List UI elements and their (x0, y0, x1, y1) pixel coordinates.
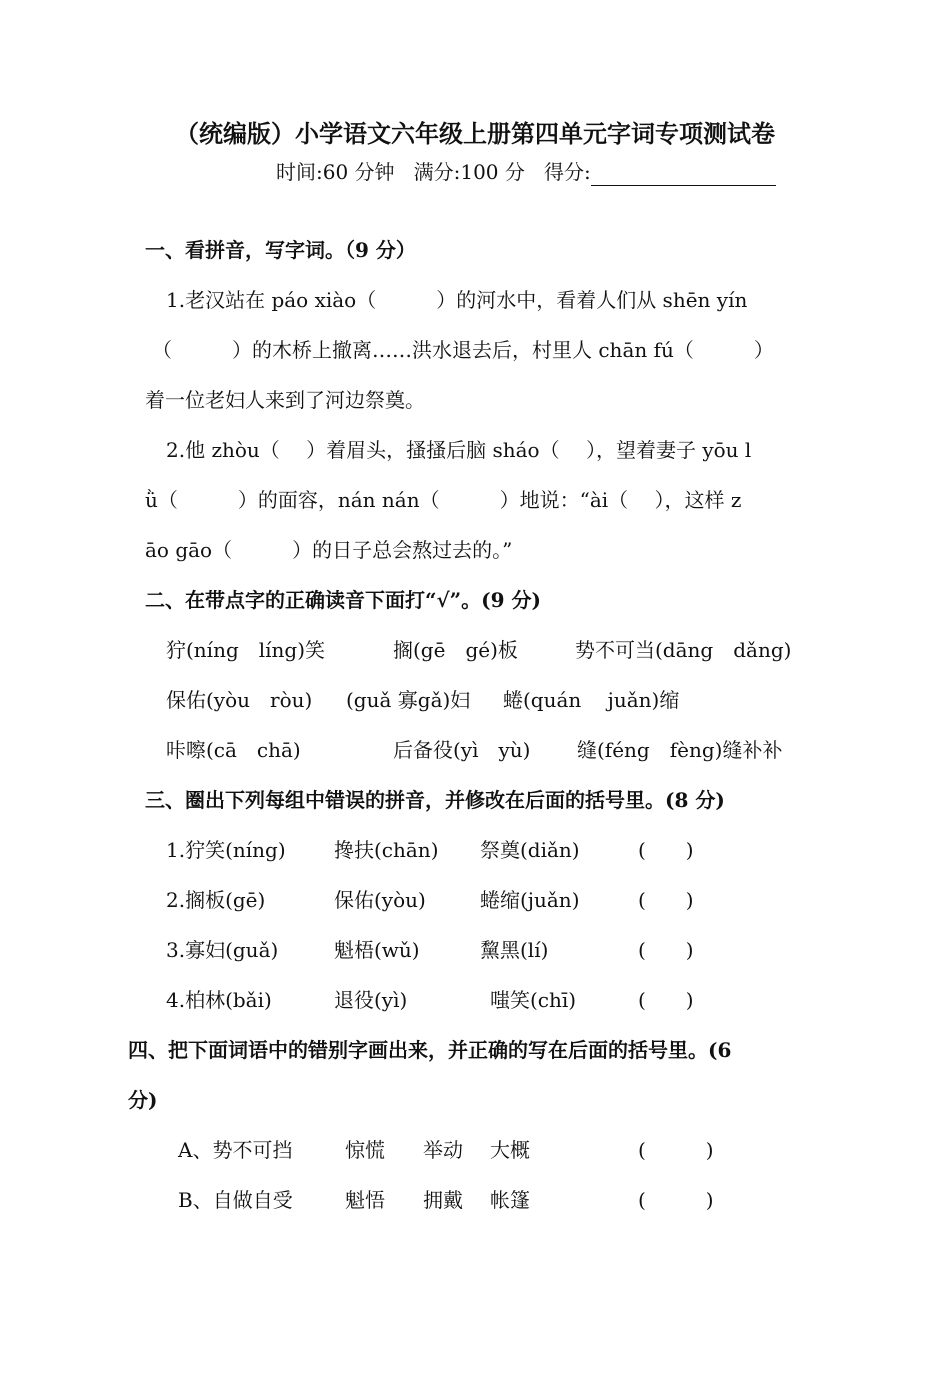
s1-line-5: ǜ（ ）的面容，nán nán（ ）地说：“ài（ ），这样 z (145, 488, 742, 512)
s2-item: 缝(féng fèng)缝补补 (577, 738, 783, 762)
s4-item: 大概 (490, 1138, 530, 1162)
s3-item: 蜷缩(juǎn) (480, 888, 580, 912)
s3-item: 黧黑(lí) (480, 938, 549, 962)
answer-bracket[interactable]: ( ) (638, 838, 694, 862)
time-limit: 时间:60 分钟 (276, 160, 395, 184)
s4-item: 帐篷 (490, 1188, 530, 1212)
full-score: 满分:100 分 (413, 160, 525, 184)
answer-bracket[interactable]: ( ) (638, 1188, 714, 1212)
section-3-heading: 三、圈出下列每组中错误的拼音，并修改在后面的括号里。(8 分) (145, 788, 725, 812)
s2-item: 势不可当(dāng dǎng) (575, 638, 792, 662)
s4-item: B、自做自受 (178, 1188, 293, 1212)
s1-line-1: 1.老汉站在 páo xiào（ ）的河水中，看着人们从 shēn yín (166, 288, 748, 312)
score-blank[interactable] (591, 165, 776, 186)
s1-line-6: āo gāo（ ）的日子总会熬过去的。” (145, 538, 513, 562)
s3-item: 魁梧(wǔ) (334, 938, 420, 962)
s2-item: 后备役(yì yù) (393, 738, 531, 762)
s2-item: 蜷(quán juǎn)缩 (503, 688, 680, 712)
answer-bracket[interactable]: ( ) (638, 1138, 714, 1162)
s1-line-4: 2.他 zhòu（ ）着眉头，搔搔后脑 sháo（ ），望着妻子 yōu l (166, 438, 752, 462)
s3-item: 祭奠(diǎn) (480, 838, 580, 862)
score-label: 得分: (543, 160, 591, 184)
s3-item: 保佑(yòu) (334, 888, 426, 912)
s2-item: 保佑(yòu ròu) (166, 688, 313, 712)
s2-item: 搁(gē gé)板 (393, 638, 518, 662)
exam-meta (276, 158, 776, 186)
s3-item: 2.搁板(gē) (166, 888, 266, 912)
answer-bracket[interactable]: ( ) (638, 888, 694, 912)
answer-bracket[interactable]: ( ) (638, 988, 694, 1012)
s3-item: 3.寡妇(guǎ) (166, 938, 279, 962)
s4-item: 魁悟 (345, 1188, 385, 1212)
section-1-heading: 一、看拼音，写字词。（9 分） (145, 238, 416, 262)
s1-line-2: （ ）的木桥上撤离……洪水退去后，村里人 chān fú（ ） (152, 338, 774, 362)
s3-item: 退役(yì) (334, 988, 408, 1012)
s2-item: 咔嚓(cā chā) (166, 738, 301, 762)
s4-item: 举动 (423, 1138, 463, 1162)
s3-item: 1.狞笑(níng) (166, 838, 286, 862)
page-title: （统编版）小学语文六年级上册第四单元字词专项测试卷 (175, 119, 775, 148)
section-4-heading-cont: 分) (128, 1088, 158, 1112)
s4-item: A、势不可挡 (178, 1138, 293, 1162)
s2-item: 狞(níng líng)笑 (166, 638, 326, 662)
s3-item: 搀扶(chān) (334, 838, 439, 862)
section-2-heading: 二、在带点字的正确读音下面打“√”。(9 分) (145, 588, 541, 612)
s3-item: 嗤笑(chī) (490, 988, 577, 1012)
s4-item: 拥戴 (423, 1188, 463, 1212)
s1-line-3: 着一位老妇人来到了河边祭奠。 (145, 388, 425, 412)
section-4-heading: 四、把下面词语中的错别字画出来，并正确的写在后面的括号里。(6 (128, 1038, 732, 1062)
s4-item: 惊慌 (345, 1138, 385, 1162)
s4-row (0, 1186, 714, 1382)
s3-item: 4.柏林(bǎi) (166, 988, 272, 1012)
s2-item: (guǎ 寡gǎ)妇 (346, 688, 471, 712)
answer-bracket[interactable]: ( ) (638, 938, 694, 962)
